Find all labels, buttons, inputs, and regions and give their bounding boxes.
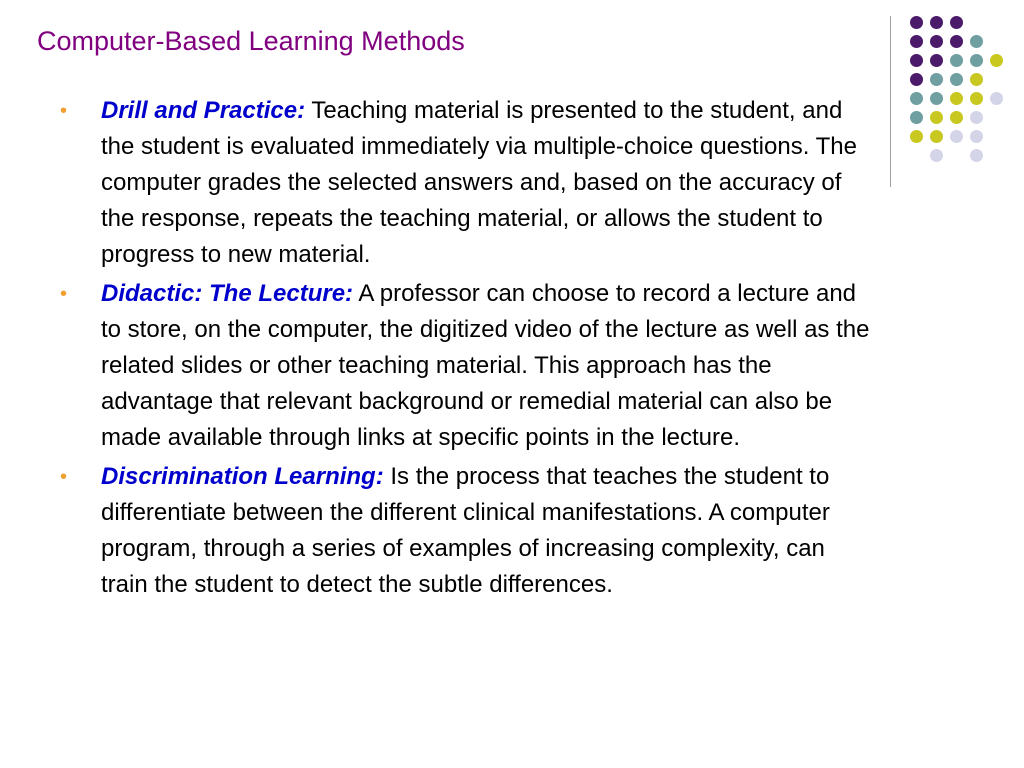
- slide-title: Computer-Based Learning Methods: [37, 26, 465, 56]
- decor-dot: [950, 16, 963, 29]
- decor-dot: [950, 73, 963, 86]
- decor-dot: [930, 92, 943, 105]
- decor-dot: [910, 130, 923, 143]
- decor-dot: [910, 54, 923, 67]
- decor-dot: [930, 111, 943, 124]
- decor-dot: [970, 73, 983, 86]
- decor-dot: [970, 130, 983, 143]
- decor-dot: [910, 35, 923, 48]
- decor-dot: [930, 73, 943, 86]
- decor-dot: [910, 73, 923, 86]
- decor-dot: [970, 149, 983, 162]
- decor-dot: [950, 54, 963, 67]
- decor-dot: [950, 130, 963, 143]
- decor-dot: [930, 149, 943, 162]
- bullet-text: Teaching material is presented to the student, and the student is evaluated immediately via multiple-choice questions. The computer grades the selected answers and, based on the accuracy of the response, repeats the teaching material, or allows the student to progress to new material.: [101, 97, 857, 268]
- bullet-marker: •: [60, 283, 68, 305]
- decor-dot: [950, 35, 963, 48]
- bullet-term: Didactic: The Lecture:: [101, 280, 354, 307]
- decor-dot: [990, 92, 1003, 105]
- decor-dot: [930, 54, 943, 67]
- decor-dot: [950, 111, 963, 124]
- decor-dot: [950, 92, 963, 105]
- decor-dot: [930, 35, 943, 48]
- bullet-item-discrimination-learning: [60, 459, 875, 603]
- bullet-marker: •: [60, 100, 68, 122]
- vertical-divider: [890, 16, 891, 187]
- bullet-item-didactic-lecture: [60, 276, 875, 456]
- decor-dot: [930, 16, 943, 29]
- bullet-term: Discrimination Learning:: [101, 463, 384, 490]
- decor-dot: [970, 54, 983, 67]
- bullet-list: [60, 93, 875, 606]
- decor-dot: [970, 111, 983, 124]
- decor-dot: [930, 130, 943, 143]
- decor-dot: [910, 16, 923, 29]
- decor-dot: [970, 35, 983, 48]
- decor-dot: [970, 92, 983, 105]
- decor-dot: [990, 54, 1003, 67]
- bullet-text: Is the process that teaches the student to differentiate between the different clinical manifestations. A computer program, through a series of examples of increasing complexity, can train the student to detect the subtle differences.: [101, 463, 830, 598]
- bullet-item-drill-and-practice: [60, 93, 875, 273]
- bullet-term: Drill and Practice:: [101, 97, 306, 124]
- bullet-text: A professor can choose to record a lecture and to store, on the computer, the digitized video of the lecture as well as the related slides or other teaching material. This approach has the advantage that relevant background or remedial material can also be made available through links at specific points in the lecture.: [101, 280, 870, 451]
- decor-dot: [910, 92, 923, 105]
- bullet-marker: •: [60, 466, 68, 488]
- decor-dot: [910, 111, 923, 124]
